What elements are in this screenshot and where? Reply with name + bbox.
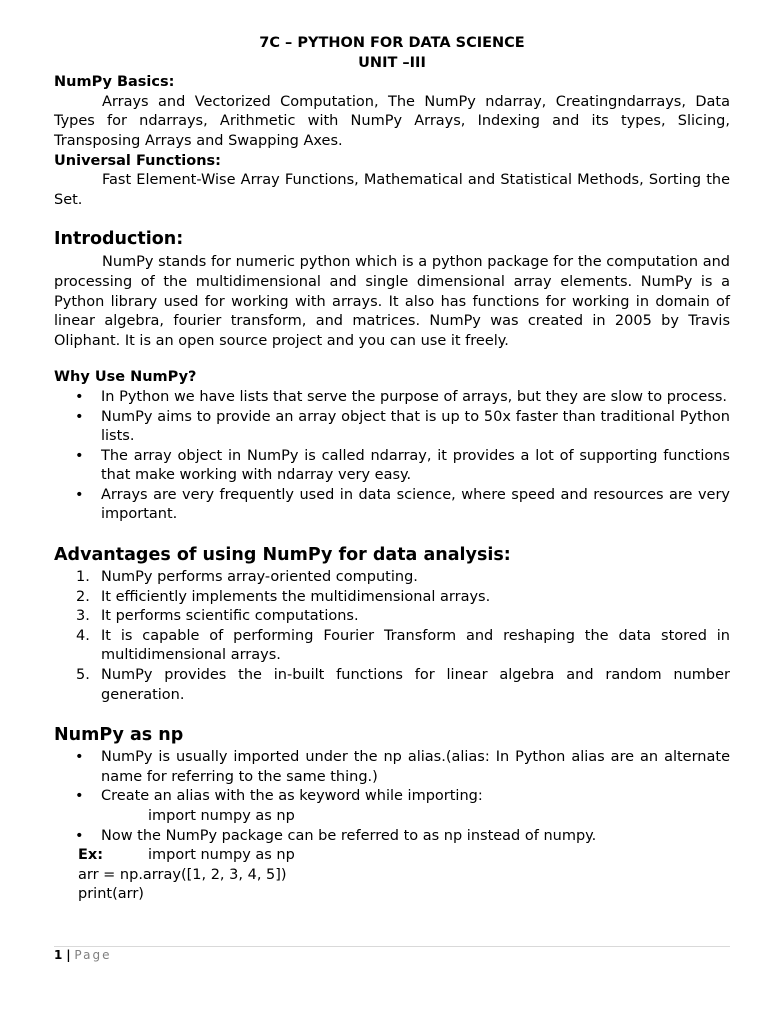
list-item [54, 607, 730, 627]
bullet-icon: • [75, 749, 84, 766]
why-use-list [54, 388, 730, 525]
list-item-text: NumPy is usually imported under the np alias.(alias: In Python alias are an alternate name for referring to the same thing.) [101, 749, 730, 785]
numpy-as-np-heading: NumPy as np [54, 725, 184, 746]
list-item-text: It performs scientific computations. [101, 608, 359, 625]
list-item-text: Create an alias with the as keyword while importing: [101, 788, 483, 805]
bullet-icon: • [75, 447, 84, 464]
code-line: arr = np.array([1, 2, 3, 4, 5]) [78, 866, 287, 883]
advantages-heading: Advantages of using NumPy for data analysis: [54, 545, 511, 566]
list-item-text: Arrays are very frequently used in data science, where speed and resources are very important. [101, 486, 730, 523]
bullet-icon: • [75, 788, 84, 805]
list-item [54, 787, 730, 807]
bullet-icon: • [75, 827, 84, 844]
unit-title: UNIT –III [358, 54, 426, 71]
page-content [54, 34, 730, 905]
example-label: Ex: [78, 847, 104, 864]
list-item-text: NumPy provides the in-built functions for linear algebra and random number generation. [101, 667, 730, 703]
universal-functions-heading: Universal Functions: [54, 152, 221, 169]
bullet-icon: • [75, 408, 84, 425]
list-item-text: Now the NumPy package can be referred to as np instead of numpy. [101, 827, 597, 844]
advantages-list [54, 568, 730, 705]
list-number: 5. [76, 667, 90, 684]
numpy-basics-text: Arrays and Vectorized Computation, The NumPy ndarray, Creatingndarrays, Data Types for ndarrays, Arithmetic with NumPy Arrays, Indexing and its types, Slicing, Transposing Arrays and Swapping Axes. [54, 93, 730, 149]
list-item [54, 408, 730, 447]
introduction-text: NumPy stands for numeric python which is a python package for the computation and processing of the multidimensional and single dimensional array elements. NumPy is a Python library used for working with arrays. It also has functions for working in domain of linear algebra, fourier transform, and matrices. NumPy was created in 2005 by Travis Oliphant. It is an open source project and you can use it freely. [54, 254, 730, 349]
list-item [54, 568, 730, 588]
list-item [54, 388, 730, 408]
example-line [54, 846, 730, 866]
list-item-text: The array object in NumPy is called ndarray, it provides a lot of supporting functions that make working with ndarray very easy. [101, 447, 730, 484]
list-item [54, 588, 730, 608]
code-line: print(arr) [78, 886, 144, 903]
introduction-heading: Introduction: [54, 229, 184, 250]
list-item [54, 486, 730, 525]
page-footer [54, 948, 111, 962]
import-code-line: import numpy as np [148, 808, 295, 824]
numpy-as-np-list-continued [54, 827, 730, 847]
numpy-basics-heading: NumPy Basics: [54, 74, 175, 91]
list-item [54, 666, 730, 705]
numpy-as-np-list [54, 748, 730, 807]
list-item [54, 627, 730, 666]
list-item-text: It efficiently implements the multidimensional arrays. [101, 588, 491, 605]
universal-functions-text: Fast Element-Wise Array Functions, Mathematical and Statistical Methods, Sorting the Set. [54, 172, 730, 208]
list-number: 1. [76, 569, 90, 586]
list-number: 4. [76, 627, 90, 644]
list-number: 2. [76, 588, 90, 605]
document-title: 7C – PYTHON FOR DATA SCIENCE [259, 35, 525, 51]
list-item-text: NumPy performs array-oriented computing. [101, 569, 418, 586]
bullet-icon: • [75, 388, 84, 405]
bullet-icon: • [75, 486, 84, 503]
page-number: 1 [54, 948, 63, 962]
list-item [54, 447, 730, 486]
list-item-text: NumPy aims to provide an array object that is up to 50x faster than traditional Python lists. [101, 408, 730, 445]
page-label: Page [74, 948, 112, 962]
example-code: import numpy as np [148, 847, 295, 864]
list-item-text: In Python we have lists that serve the purpose of arrays, but they are slow to process. [101, 388, 728, 405]
list-item-text: It is capable of performing Fourier Transform and reshaping the data stored in multidimensional arrays. [101, 627, 730, 664]
list-item [54, 748, 730, 787]
list-item [54, 827, 730, 847]
list-number: 3. [76, 608, 90, 625]
footer-separator: | [66, 948, 71, 962]
why-use-heading: Why Use NumPy? [54, 369, 197, 386]
footer-divider [54, 946, 730, 947]
